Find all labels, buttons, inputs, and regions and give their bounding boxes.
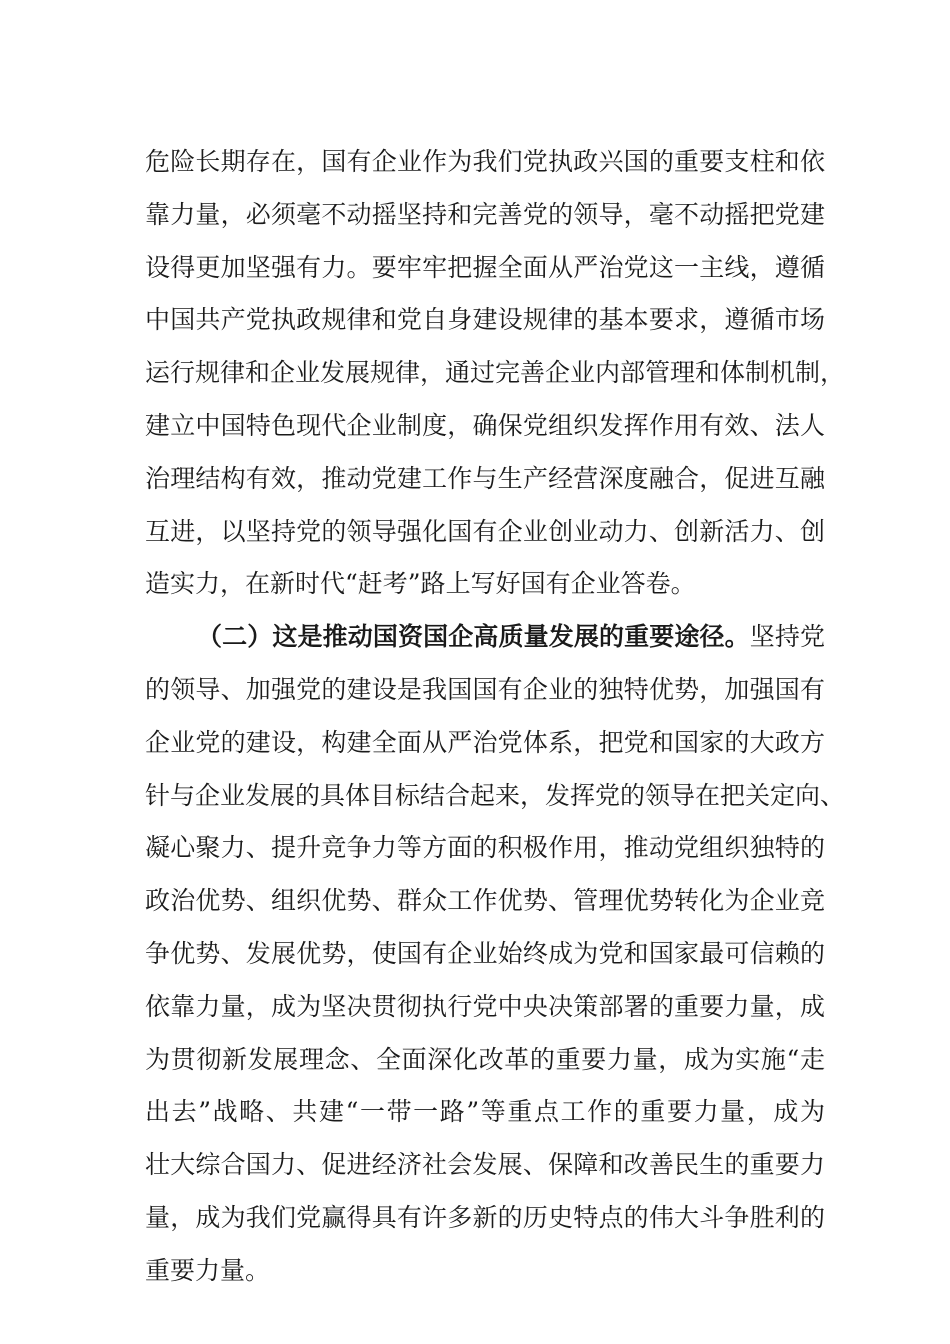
paragraph-1-line: 设得更加坚强有力。要牢牢把握全面从严治党这一主线，遵循	[145, 252, 825, 282]
paragraph-1	[145, 136, 846, 611]
paragraph-2-line: 壮大综合国力、促进经济社会发展、保障和改善民生的重要力	[145, 1150, 825, 1180]
paragraph-2-line: 为贯彻新发展理念、全面深化改革的重要力量，成为实施“走	[145, 1044, 825, 1074]
paragraph-2	[145, 611, 846, 1297]
paragraph-1-line: 互进，以坚持党的领导强化国有企业创业动力、创新活力、创	[145, 516, 825, 546]
paragraph-2-line: 出去”战略、共建“一带一路”等重点工作的重要力量，成为	[145, 1097, 825, 1127]
paragraph-2-line: 企业党的建设，构建全面从严治党体系，把党和国家的大政方	[145, 727, 825, 757]
paragraph-2-line: 争优势、发展优势，使国有企业始终成为党和国家最可信赖的	[145, 938, 825, 968]
paragraph-2-line: 量，成为我们党赢得具有许多新的历史特点的伟大斗争胜利的	[145, 1202, 825, 1232]
paragraph-1-line: 靠力量，必须毫不动摇坚持和完善党的领导，毫不动摇把党建	[145, 199, 825, 229]
paragraph-1-line: 运行规律和企业发展规律，通过完善企业内部管理和体制机制，	[145, 358, 846, 388]
paragraph-2-line: 针与企业发展的具体目标结合起来，发挥党的领导在把关定向、	[145, 780, 846, 810]
section-heading: （二）这是推动国资国企高质量发展的重要途径。	[197, 622, 750, 652]
paragraph-2-line: 的领导、加强党的建设是我国国有企业的独特优势，加强国有	[145, 674, 825, 704]
paragraph-2-first-line	[145, 611, 825, 664]
paragraph-2-line: 凝心聚力、提升竞争力等方面的积极作用，推动党组织独特的	[145, 833, 825, 863]
document-body	[145, 136, 846, 1298]
paragraph-1-line: 建立中国特色现代企业制度，确保党组织发挥作用有效、法人	[145, 410, 825, 440]
paragraph-1-line: 造实力，在新时代“赶考”路上写好国有企业答卷。	[145, 569, 696, 599]
paragraph-1-line: 危险长期存在，国有企业作为我们党执政兴国的重要支柱和依	[145, 147, 825, 176]
paragraph-1-line: 中国共产党执政规律和党自身建设规律的基本要求，遵循市场	[145, 305, 825, 335]
paragraph-2-first-line-rest: 坚持党	[749, 622, 825, 652]
paragraph-2-line: 依靠力量，成为坚决贯彻执行党中央决策部署的重要力量，成	[145, 991, 825, 1021]
paragraph-2-line: 重要力量。	[145, 1255, 271, 1285]
paragraph-2-line: 政治优势、组织优势、群众工作优势、管理优势转化为企业竞	[145, 886, 825, 916]
paragraph-1-line: 治理结构有效，推动党建工作与生产经营深度融合，促进互融	[145, 463, 825, 493]
